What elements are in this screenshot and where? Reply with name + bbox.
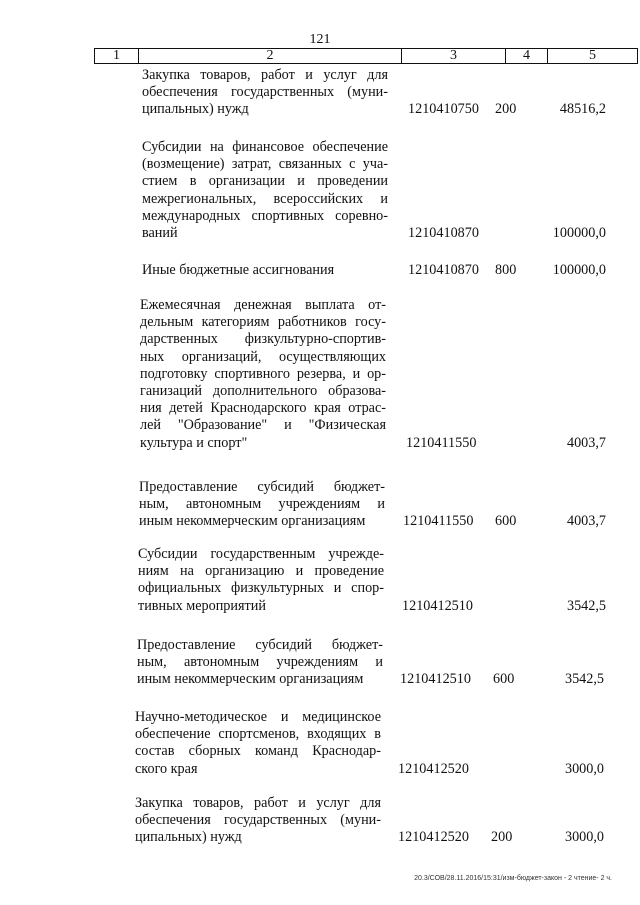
description-line: иным некоммерческим организациям — [139, 513, 366, 530]
description-line: ципальных) нужд — [135, 829, 242, 846]
column-header-3: 3 — [402, 49, 506, 64]
description-line: ского края — [135, 760, 198, 777]
description-line: Закупка товаров, работ и услуг для — [135, 795, 381, 811]
row-code: 1210412520 — [398, 760, 469, 777]
row-amount: 3542,5 — [564, 671, 604, 688]
column-header-1: 1 — [95, 49, 139, 64]
row-code: 1210411550 — [406, 434, 477, 451]
description-line: межрегиональных, всероссийских и — [142, 190, 388, 207]
row-code: 1210410870 — [408, 225, 479, 241]
description-line: Субсидии на финансовое обеспечение — [142, 139, 388, 155]
column-header-4: 4 — [506, 49, 548, 64]
description-line: состав сборных команд Краснодар- — [135, 743, 381, 760]
description-line: (возмещение) затрат, связанных с уча- — [142, 156, 388, 173]
row-amount: 3000,0 — [564, 760, 604, 777]
row-code: 1210412510 — [402, 597, 473, 614]
row-code: 1210412510 — [400, 671, 471, 688]
row-description — [142, 262, 388, 279]
description-line: международных спортивных соревно- — [142, 207, 388, 224]
description-line: обеспечение спортсменов, входящих в — [135, 726, 381, 743]
row-description — [138, 546, 384, 615]
row-expense-type: 600 — [495, 513, 517, 530]
row-amount: 48516,2 — [559, 101, 606, 118]
row-amount: 100000,0 — [552, 225, 606, 241]
description-line: официальных физкультурных и спор- — [138, 580, 384, 597]
row-description — [135, 795, 381, 847]
description-line: Иные бюджетные ассигнования — [142, 262, 335, 278]
description-line: подготовку спортивного резерва, и ор- — [140, 365, 386, 382]
row-description — [137, 637, 383, 689]
description-line: Научно-методическое и медицинское — [135, 709, 381, 725]
description-line: Субсидии государственным учрежде- — [138, 546, 384, 562]
row-expense-type: 200 — [491, 829, 513, 846]
description-line: иным некоммерческим организациям — [137, 671, 364, 688]
description-line: обеспечения государственных (муни- — [135, 812, 381, 829]
row-amount: 100000,0 — [552, 262, 606, 278]
description-line: ных организаций, осуществляющих — [140, 348, 386, 365]
column-header-5: 5 — [548, 49, 638, 64]
column-header-2: 2 — [139, 49, 402, 64]
description-line: стием в организации и проведении — [142, 173, 388, 190]
row-description — [142, 139, 388, 242]
column-header-table — [94, 48, 638, 64]
description-line: тивных мероприятий — [138, 597, 266, 614]
page-number: 121 — [309, 32, 331, 47]
description-line: дельным категориям работников госу- — [140, 314, 386, 331]
description-line: ваний — [142, 225, 178, 242]
row-description — [140, 297, 386, 452]
description-line: ным, автономным учреждениям и — [139, 496, 385, 513]
row-expense-type: 800 — [495, 262, 517, 278]
description-line: ным, автономным учреждениям и — [137, 654, 383, 671]
description-line: обеспечения государственных (муни- — [142, 84, 388, 101]
description-line: культура и спорт" — [140, 434, 248, 451]
description-line: ния детей Краснодарского края отрас- — [140, 400, 386, 417]
row-code: 1210411550 — [403, 513, 474, 530]
row-expense-type: 600 — [493, 671, 515, 688]
row-description — [135, 709, 381, 778]
description-line: ганизаций дополнительного образова- — [140, 383, 386, 400]
row-amount: 4003,7 — [566, 434, 606, 451]
description-line: Закупка товаров, работ и услуг для — [142, 67, 388, 83]
row-amount: 4003,7 — [566, 513, 606, 530]
row-expense-type: 200 — [495, 101, 517, 118]
description-line: Ежемесячная денежная выплата от- — [140, 297, 386, 313]
description-line: ниям на организацию и проведение — [138, 563, 384, 580]
description-line: Предоставление субсидий бюджет- — [139, 479, 385, 495]
row-description — [139, 479, 385, 531]
description-line: Предоставление субсидий бюджет- — [137, 637, 383, 653]
row-amount: 3000,0 — [564, 829, 604, 846]
row-description — [142, 67, 388, 119]
row-code: 1210410870 — [408, 262, 479, 278]
row-code: 1210412520 — [398, 829, 469, 846]
row-code: 1210410750 — [408, 101, 479, 118]
description-line: дарственных физкультурно-спортив- — [140, 331, 386, 348]
footer-stamp: 20.3/СОВ/28.11.2016/15:31/изм-бюджет-закон - 2 чтение- 2 ч. — [414, 875, 612, 882]
description-line: лей "Образование" и "Физическая — [140, 417, 386, 434]
description-line: ципальных) нужд — [142, 101, 249, 118]
row-amount: 3542,5 — [566, 597, 606, 614]
